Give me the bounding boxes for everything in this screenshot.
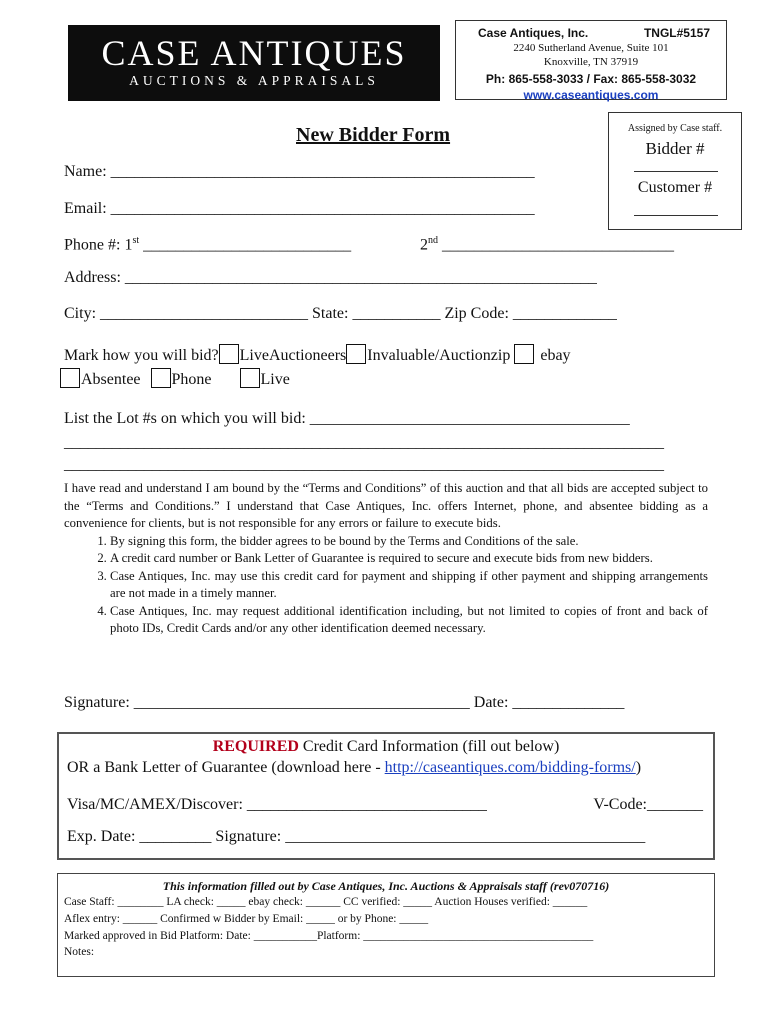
invaluable-label: Invaluable/Auctionzip [367, 347, 511, 364]
signature-date-field[interactable]: Signature: __________________________________________ Date: ______________ [64, 694, 625, 711]
lot-numbers-field[interactable]: List the Lot #s on which you will bid: ________________________________________ [64, 410, 630, 427]
office-use-title: This information filled out by Case Antiques, Inc. Auctions & Appraisals staff (rev070716) [162, 879, 610, 893]
name-field[interactable]: Name: _____________________________________________________ [64, 163, 535, 180]
absentee-checkbox[interactable] [60, 368, 80, 388]
terms-list [64, 533, 708, 638]
phone-first-blank[interactable]: __________________________ [139, 236, 352, 254]
bidder-number-label: Bidder # [645, 139, 705, 158]
logo-line-1: CASE ANTIQUES [101, 33, 407, 73]
ebay-label: ebay [540, 347, 571, 364]
tngl-number: TNGL#5157 [643, 26, 710, 40]
phone-fax: Ph: 865-558-3033 / Fax: 865-558-3032 [485, 72, 697, 86]
staff-assigned-box [608, 112, 742, 230]
terms-intro: I have read and understand I am bound by the “Terms and Conditions” of this auction and that all bids are accepted subject to the “Terms and Conditions.” I understand that Case Antiques, Inc. offers Internet, phone, and absentee bidding as a convenience for clients, but is not responsible for any errors or failure to execute bids. [64, 481, 708, 530]
form-title: New Bidder Form [296, 124, 451, 146]
liveauctioneers-checkbox[interactable] [219, 344, 239, 364]
credit-card-title-rest: Credit Card Information (fill out below) [298, 738, 560, 755]
office-line-1[interactable]: Case Staff: ________ LA check: _____ ebay check: ______ CC verified: _____ Auction Houses verified: ______ [64, 896, 588, 908]
exp-signature-field[interactable]: Exp. Date: _________ Signature: _____________________________________________ [67, 828, 646, 845]
bid-method-prompt: Mark how you will bid? [64, 347, 219, 364]
city-state-zip-field[interactable]: City: __________________________ State: ___________ Zip Code: _____________ [64, 305, 617, 322]
phone-second-sup: nd [428, 235, 438, 246]
invaluable-checkbox[interactable] [346, 344, 366, 364]
phone-checkbox[interactable] [151, 368, 171, 388]
office-notes[interactable]: Notes: [64, 946, 95, 958]
company-name: Case Antiques, Inc. [478, 26, 589, 40]
customer-number-label: Customer # [637, 179, 713, 196]
phone-second-label: 2 [420, 236, 428, 254]
required-label: REQUIRED [212, 738, 299, 755]
terms-text [64, 480, 708, 638]
bank-letter-suffix: ) [635, 759, 642, 776]
office-use-box [57, 873, 715, 977]
bid-method-row-2 [60, 368, 290, 390]
logo-line-2: AUCTIONS & APPRAISALS [129, 73, 379, 88]
website-link[interactable]: www.caseantiques.com [523, 88, 659, 102]
live-checkbox[interactable] [240, 368, 260, 388]
bidding-forms-link[interactable]: http://caseantiques.com/bidding-forms/ [384, 759, 636, 776]
terms-item: 4. Case Antiques, Inc. may request additional identification including, but not limited to copies of front and back of photo IDs, Credit Cards and/or any other identification deemed necessary. [110, 603, 708, 638]
phone-label: Phone #: 1 [64, 236, 133, 254]
credit-card-title [59, 738, 713, 756]
bidder-number-field[interactable] [634, 171, 718, 172]
lot-numbers-line-2[interactable]: ___________________________________________________________________________ [64, 434, 664, 451]
lot-numbers-line-3[interactable]: ___________________________________________________________________________ [64, 456, 664, 473]
address-field[interactable]: Address: ___________________________________________________________ [64, 269, 597, 286]
vcode-field[interactable]: V-Code:_______ [593, 796, 703, 813]
phone-bid-label: Phone [171, 371, 212, 388]
ebay-checkbox[interactable] [514, 344, 534, 364]
terms-item: 2. A credit card number or Bank Letter of Guarantee is required to secure and execute bids from new bidders. [110, 550, 708, 568]
office-line-2[interactable]: Aflex entry: ______ Confirmed w Bidder by Email: _____ or by Phone: _____ [64, 913, 429, 925]
customer-number-field[interactable] [634, 215, 718, 216]
live-label: Live [260, 371, 290, 388]
liveauctioneers-label: LiveAuctioneers [239, 347, 347, 364]
absentee-label: Absentee [81, 371, 141, 388]
card-number-field[interactable]: Visa/MC/AMEX/Discover: ______________________________ [67, 796, 487, 813]
phone-field[interactable] [64, 231, 351, 255]
bank-letter-line [67, 759, 641, 777]
bank-letter-prefix: OR a Bank Letter of Guarantee (download here - [67, 759, 385, 776]
address-line-2: Knoxville, TN 37919 [543, 56, 639, 68]
bid-method-row-1 [64, 344, 571, 366]
terms-item: 1. By signing this form, the bidder agrees to be bound by the Terms and Conditions of the sale. [110, 533, 708, 551]
office-line-3[interactable]: Marked approved in Bid Platform: Date: ___________Platform: ________________________________________ [64, 930, 594, 942]
phone-first-sup: st [132, 235, 140, 246]
company-logo [68, 25, 440, 101]
credit-card-box [57, 732, 715, 860]
address-line-1: 2240 Sutherland Avenue, Suite 101 [513, 42, 669, 54]
phone-second-field[interactable] [420, 231, 674, 255]
email-field[interactable]: Email: _____________________________________________________ [64, 200, 535, 217]
assigned-note: Assigned by Case staff. [627, 123, 723, 134]
contact-box [455, 20, 727, 100]
phone-second-blank[interactable]: _____________________________ [438, 236, 674, 254]
terms-item: 3. Case Antiques, Inc. may use this credit card for payment and shipping if other payment and shipping arrangements are not made in a timely manner. [110, 568, 708, 603]
